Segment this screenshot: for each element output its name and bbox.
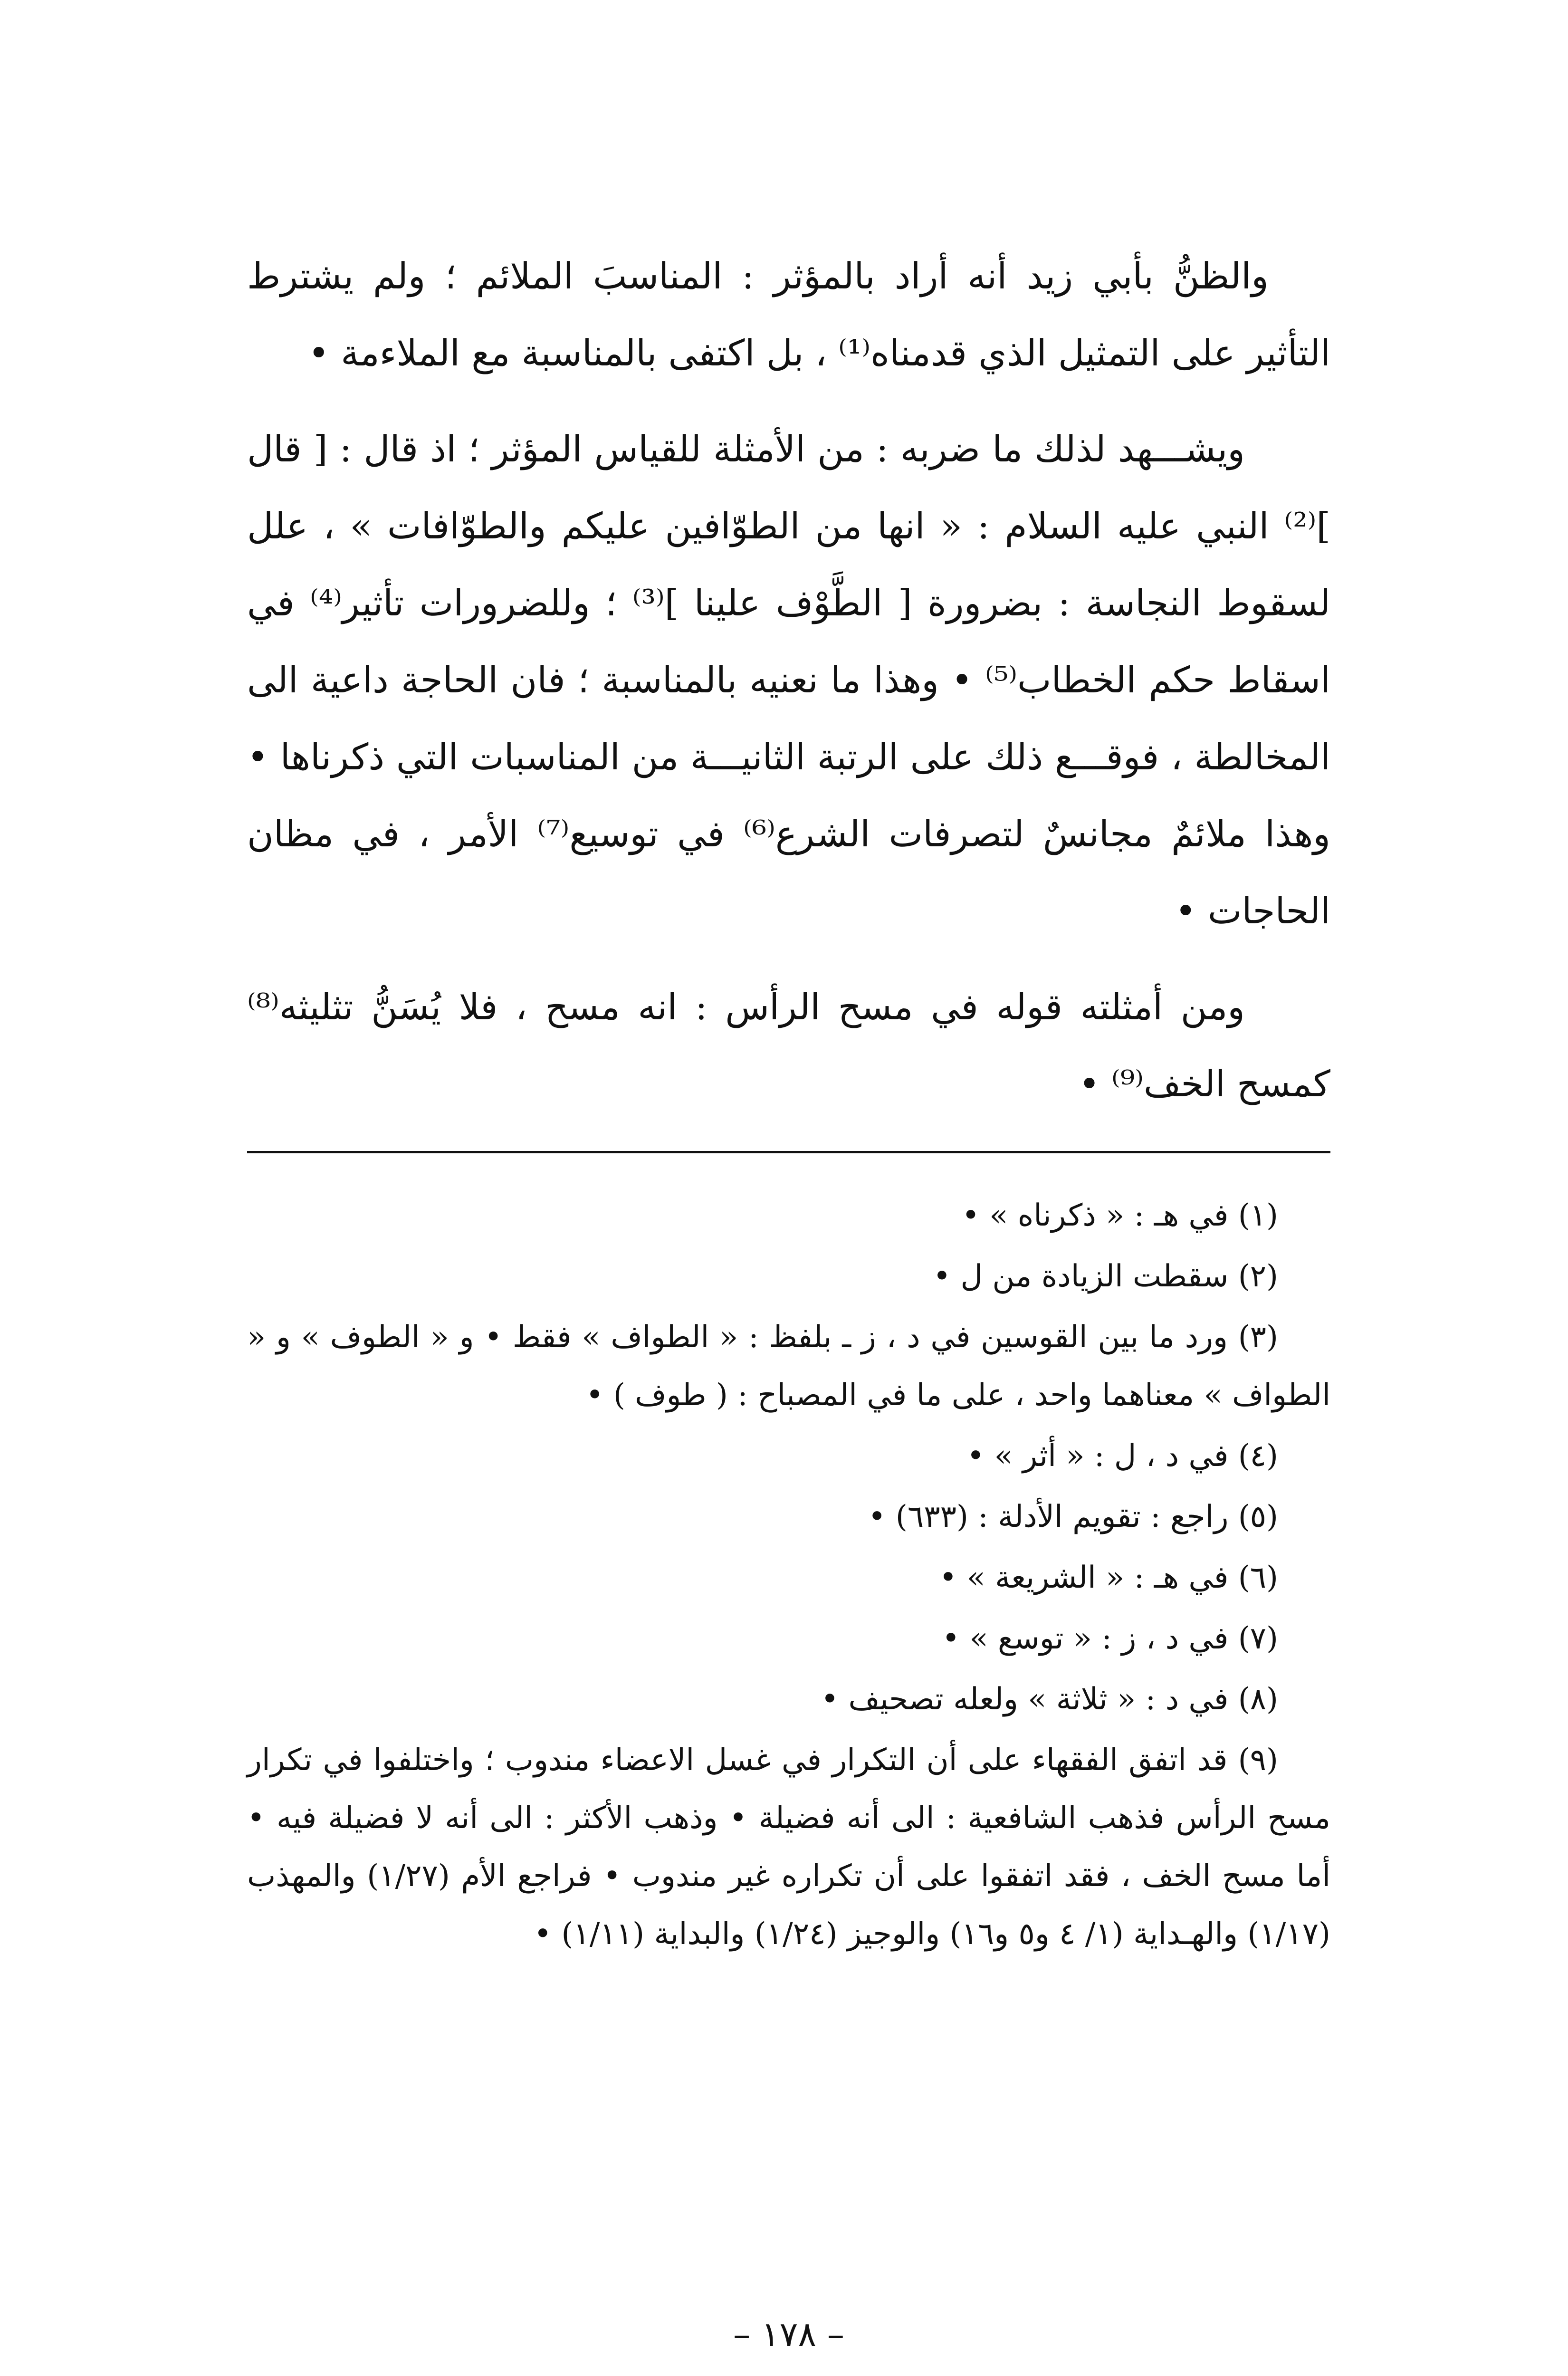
footnote-3: (٣) ورد ما بين القوسين في د ، ز ـ بلفظ : « الطواف » فقط • و « الطوف » و « الطواف » معناهما واحد ، على ما في المصباح : ( طوف ) • [247,1320,1330,1413]
footnote-2: (٢) سقطت الزيادة من ل • [933,1259,1278,1294]
footnote-9: (٩) قد اتفق الفقهاء على أن التكرار في غسل الاعضاء مندوب ؛ واختلفوا في تكرار مسح الرأس فذهب الشافعية : الى أنه فضيلة • وذهب الأكثر : الى أنه لا فضيلة فيه • أما مسح الخف ، فقد اتفقوا على أن تكراره غير مندوب • فراجع الأم (١/٢٧) والمهذب (١/١٧) والهـداية (١/ ٤ و٥ و١٦) والوجيز (١/٢٤) والبداية (١/١١) • [247,1743,1331,1952]
main-text [247,238,1330,1122]
footnotes [247,1187,1330,1963]
footnote-5: (٥) راجع : تقويم الأدلة : (٦٣٣) • [868,1499,1278,1534]
footnote-4: (٤) في د ، ل : « أثر » • [966,1438,1278,1474]
book-page [247,238,1330,2376]
page-number: – ١٧٨ – [733,2314,844,2354]
footnote-8: (٨) في د : « ثلاثة » ولعله تصحيف • [821,1682,1278,1717]
footnote-1: (١) في هـ : « ذكرناه » • [962,1198,1278,1233]
footnote-7: (٧) في د ، ز : « توسع » • [942,1621,1278,1656]
paragraph-3: ومن أمثلته قوله في مسح الرأس : انه مسح ، فلا يُسَنُّ تثليثه⁽⁸⁾ كمسح الخف⁽⁹⁾ • [247,986,1330,1105]
footnote-divider [247,1151,1330,1153]
paragraph-2: ويشـــهد لذلك ما ضربه : من الأمثلة للقياس المؤثر ؛ اذ قال : [ قال ]⁽²⁾ النبي عليه السلام : « انها من الطوّافين عليكم والطوّافات » ، علل لسقوط النجاسة : بضرورة [ الطَّوْف علينا ]⁽³⁾ ؛ وللضرورات تأثير⁽⁴⁾ في اسقاط حكم الخطاب⁽⁵⁾ • وهذا ما نعنيه بالمناسبة ؛ فان الحاجة داعية الى المخالطة ، فوقـــع ذلك على الرتبة الثانيـــة من المناسبات التي ذكرناها • وهذا ملائمٌ مجانسٌ لتصرفات الشرع⁽⁶⁾ في توسيع⁽⁷⁾ الأمر ، في مظان الحاجات • [247,428,1331,932]
footnote-6: (٦) في هـ : « الشريعة » • [939,1560,1278,1595]
paragraph-1: والظنُّ بأبي زيد أنه أراد بالمؤثر : المناسبَ الملائم ؛ ولم يشترط التأثير على التمثيل الذي قدمناه⁽¹⁾ ، بل اكتفى بالمناسبة مع الملاءمة • [247,255,1330,374]
